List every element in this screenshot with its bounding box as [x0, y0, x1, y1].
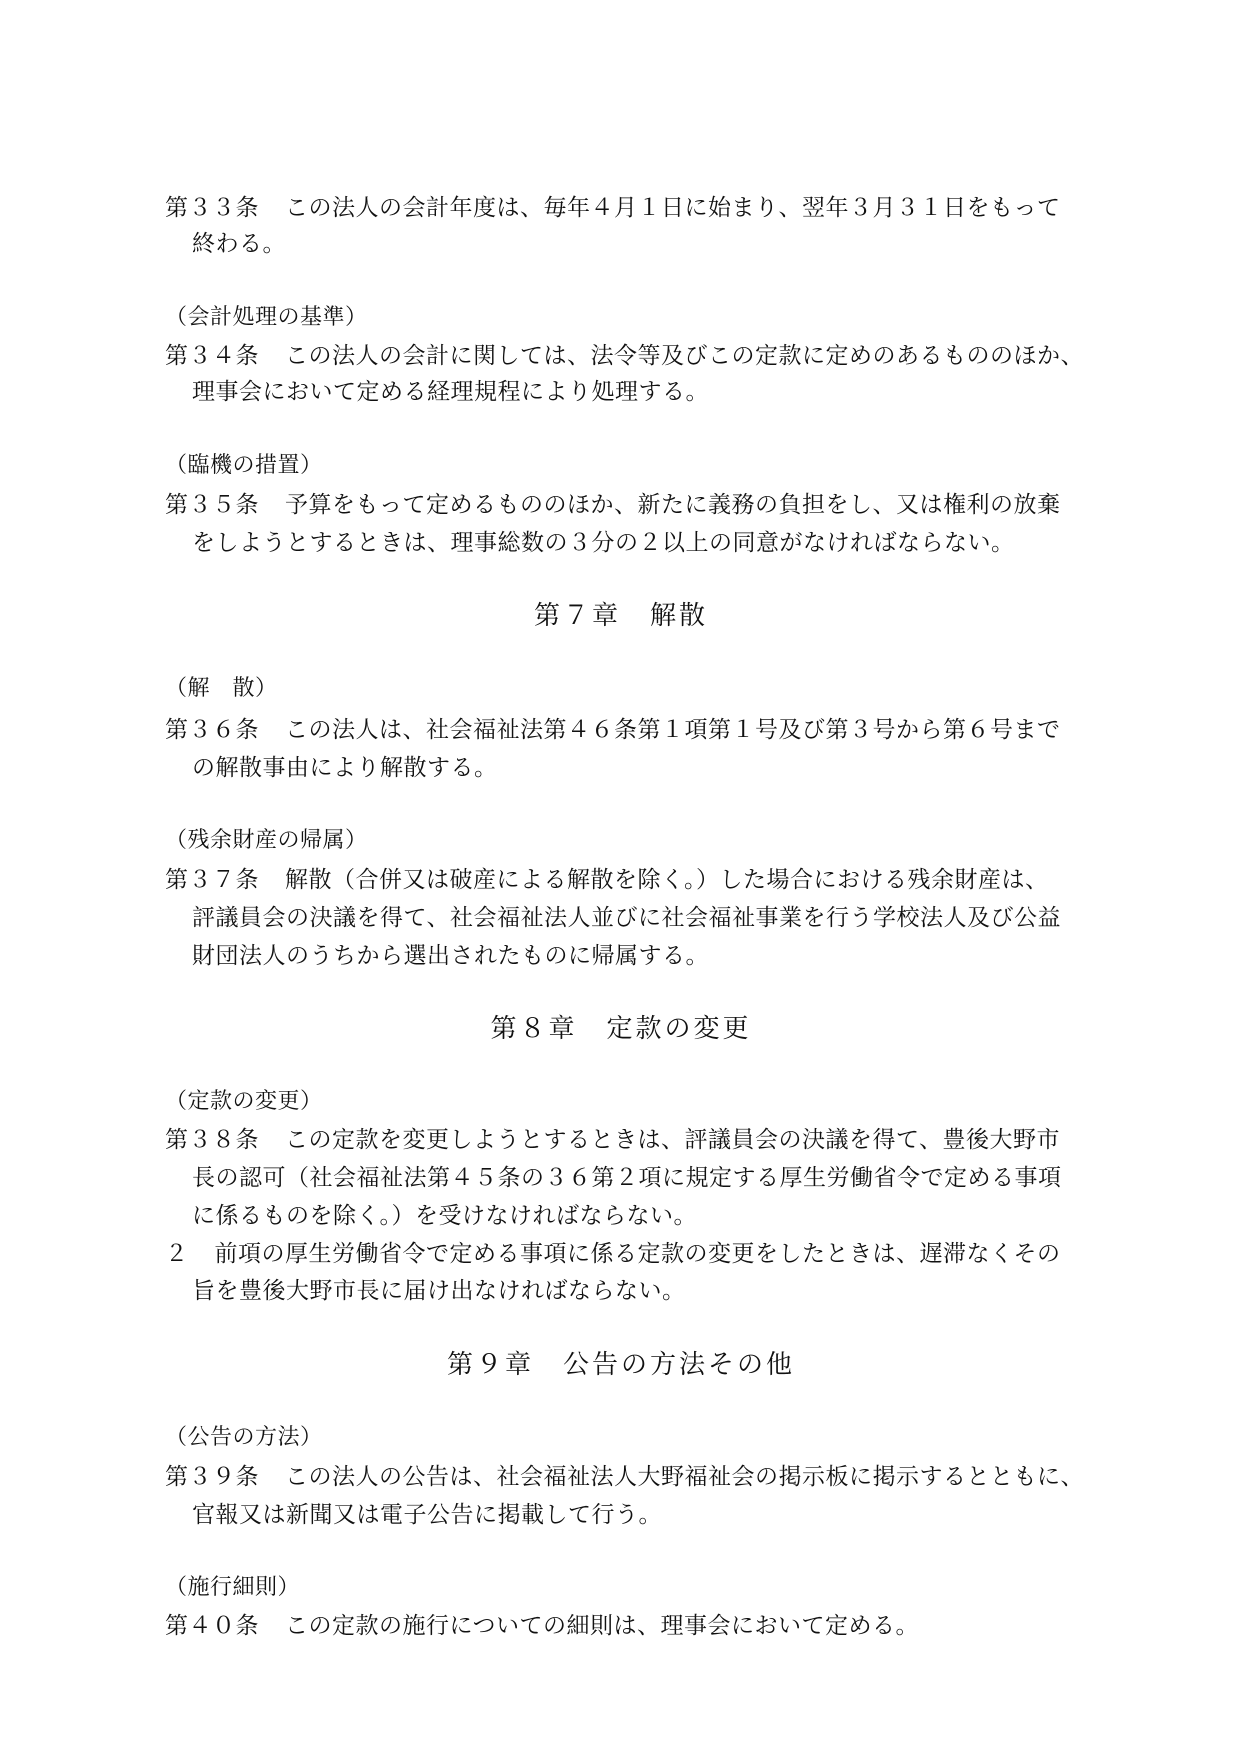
article-37-heading: 第３７条: [165, 867, 259, 893]
article-35-text-1: 予算をもって定めるもののほか、新たに義務の負担をし、又は権利の放棄: [285, 492, 1061, 518]
article-34-caption: （会計処理の基準）: [165, 305, 368, 330]
article-33-line-1: [165, 193, 1061, 223]
article-39-text-1: この法人の公告は、社会福祉法人大野福祉会の掲示板に掲示するとともに、: [285, 1464, 1084, 1490]
article-38-caption: （定款の変更）: [165, 1089, 323, 1114]
article-37-text-1: 解散（合併又は破産による解散を除く。）した場合における残余財産は、: [285, 867, 1049, 893]
article-40-text-1: この定款の施行についての細則は、理事会において定める。: [285, 1613, 920, 1639]
chapter-9-title: 第９章 公告の方法その他: [446, 1350, 795, 1380]
article-39-line-1: [165, 1462, 1084, 1492]
article-36-heading: 第３６条: [165, 717, 259, 743]
article-36-line-2: の解散事由により解散する。: [192, 755, 498, 781]
article-38-line-2: 長の認可（社会福祉法第４５条の３６第２項に規定する厚生労働省令で定める事項: [192, 1165, 1062, 1191]
article-39-caption: （公告の方法）: [165, 1425, 323, 1450]
article-38-line-3: に係るものを除く。）を受けなければならない。: [192, 1203, 698, 1229]
article-40-line-1: [165, 1611, 919, 1641]
article-34-text-1: この法人の会計に関しては、法令等及びこの定款に定めのあるもののほか、: [285, 343, 1084, 369]
article-35-line-1: [165, 490, 1061, 520]
chapter-8-title: 第８章 定款の変更: [490, 1014, 752, 1044]
article-33-line-2: 終わる。: [192, 231, 286, 257]
chapter-7-title: 第７章 解散: [533, 601, 708, 631]
article-38-text-1: この定款を変更しようとするときは、評議員会の決議を得て、豊後大野市: [285, 1127, 1061, 1153]
article-36-text-1: この法人は、社会福祉法第４６条第１項第１号及び第３号から第６号まで: [285, 717, 1061, 743]
article-38-paragraph-2-number: ２: [165, 1241, 189, 1267]
article-34-line-2: 理事会において定める経理規程により処理する。: [192, 379, 709, 405]
article-34-heading: 第３４条: [165, 343, 259, 369]
article-38-heading: 第３８条: [165, 1127, 259, 1153]
article-33-heading: 第３３条: [165, 195, 259, 221]
article-37-line-2: 評議員会の決議を得て、社会福祉法人並びに社会福祉事業を行う学校法人及び公益: [192, 905, 1062, 931]
article-38-paragraph-2-line-2: 旨を豊後大野市長に届け出なければならない。: [192, 1278, 686, 1304]
article-39-heading: 第３９条: [165, 1464, 259, 1490]
article-36-caption: （解 散）: [165, 676, 278, 701]
article-40-heading: 第４０条: [165, 1613, 259, 1639]
article-38-paragraph-2-line-1: [165, 1239, 1061, 1269]
article-35-caption: （臨機の措置）: [165, 453, 323, 478]
article-39-line-2: 官報又は新聞又は電子公告に掲載して行う。: [192, 1502, 662, 1528]
article-38-paragraph-2-text-1: 前項の厚生労働省令で定める事項に係る定款の変更をしたときは、遅滞なくその: [214, 1241, 1061, 1267]
article-35-line-2: をしようとするときは、理事総数の３分の２以上の同意がなければならない。: [192, 530, 1015, 556]
article-40-caption: （施行細則）: [165, 1575, 301, 1600]
article-35-heading: 第３５条: [165, 492, 259, 518]
article-36-line-1: [165, 715, 1061, 745]
article-38-line-1: [165, 1125, 1060, 1155]
article-33-text-1: この法人の会計年度は、毎年４月１日に始まり、翌年３月３１日をもって: [285, 195, 1061, 221]
article-37-line-3: 財団法人のうちから選出されたものに帰属する。: [192, 943, 709, 969]
article-34-line-1: [165, 341, 1084, 371]
article-37-caption: （残余財産の帰属）: [165, 828, 368, 853]
article-37-line-1: [165, 865, 1049, 895]
